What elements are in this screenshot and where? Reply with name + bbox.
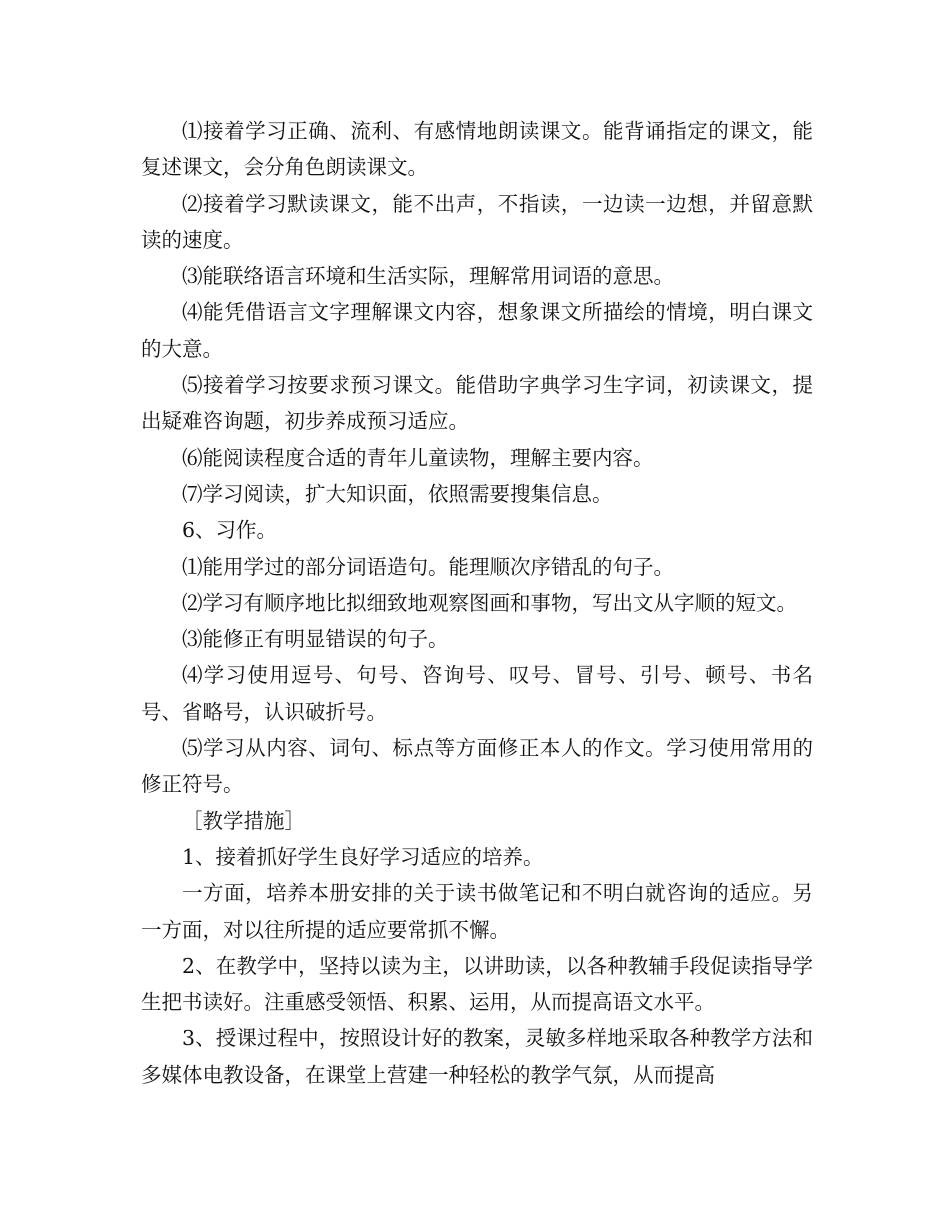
paragraph-measure-1: 1、接着抓好学生良好学习适应的培养。: [182, 844, 544, 869]
paragraph-writing-3: ⑶能修正有明显错误的句子。: [182, 627, 449, 652]
paragraph-writing-5: ⑸学习从内容、词句、标点等方面修正本人的作文。学习使用常用的修正符号。: [141, 736, 813, 797]
paragraph-reading-1: ⑴接着学习正确、流利、有感情地朗读课文。能背诵指定的课文，能复述课文，会分角色朗读课文。: [141, 119, 813, 180]
paragraph-reading-4: ⑷能凭借语言文字理解课文内容，想象课文所描绘的情境，明白课文的大意。: [141, 300, 813, 361]
paragraph-reading-2: ⑵接着学习默读课文，能不出声，不指读，一边读一边想，并留意默读的速度。: [141, 191, 813, 252]
paragraph-measure-2: 2、在教学中，坚持以读为主，以讲助读，以各种教辅手段促读指导学生把书读好。注重感受领悟、积累、运用，从而提高语文水平。: [141, 953, 813, 1015]
paragraph-measure-1-detail: 一方面，培养本册安排的关于读书做笔记和不明白就咨询的适应。另一方面，对以往所提的适应要常抓不懈。: [141, 881, 813, 942]
paragraph-writing-2: ⑵学习有顺序地比拟细致地观察图画和事物，写出文从字顺的短文。: [182, 590, 797, 615]
paragraph-reading-6: ⑹能阅读程度合适的青年儿童读物，理解主要内容。: [182, 445, 654, 470]
paragraph-writing-4: ⑷学习使用逗号、句号、咨询号、叹号、冒号、引号、顿号、书名号、省略号，认识破折号。: [141, 663, 813, 724]
paragraph-reading-5: ⑸接着学习按要求预习课文。能借助字典学习生字词，初读课文，提出疑难咨询题，初步养成预习适应。: [141, 373, 813, 434]
paragraph-measure-3: 3、授课过程中，按照设计好的教案，灵敏多样地采取各种教学方法和多媒体电教设备，在课堂上营建一种轻松的教学气氛，从而提高: [141, 1026, 813, 1087]
paragraph-writing-1: ⑴能用学过的部分词语造句。能理顺次序错乱的句子。: [182, 554, 674, 579]
paragraph-reading-7: ⑺学习阅读，扩大知识面，依照需要搜集信息。: [182, 481, 613, 506]
section-heading-teaching-measures: ［教学措施］: [182, 808, 305, 833]
paragraph-reading-3: ⑶能联络语言环境和生活实际，理解常用词语的意思。: [182, 264, 674, 289]
section-heading-writing: 6、习作。: [182, 518, 278, 543]
document-body: [141, 113, 813, 1093]
